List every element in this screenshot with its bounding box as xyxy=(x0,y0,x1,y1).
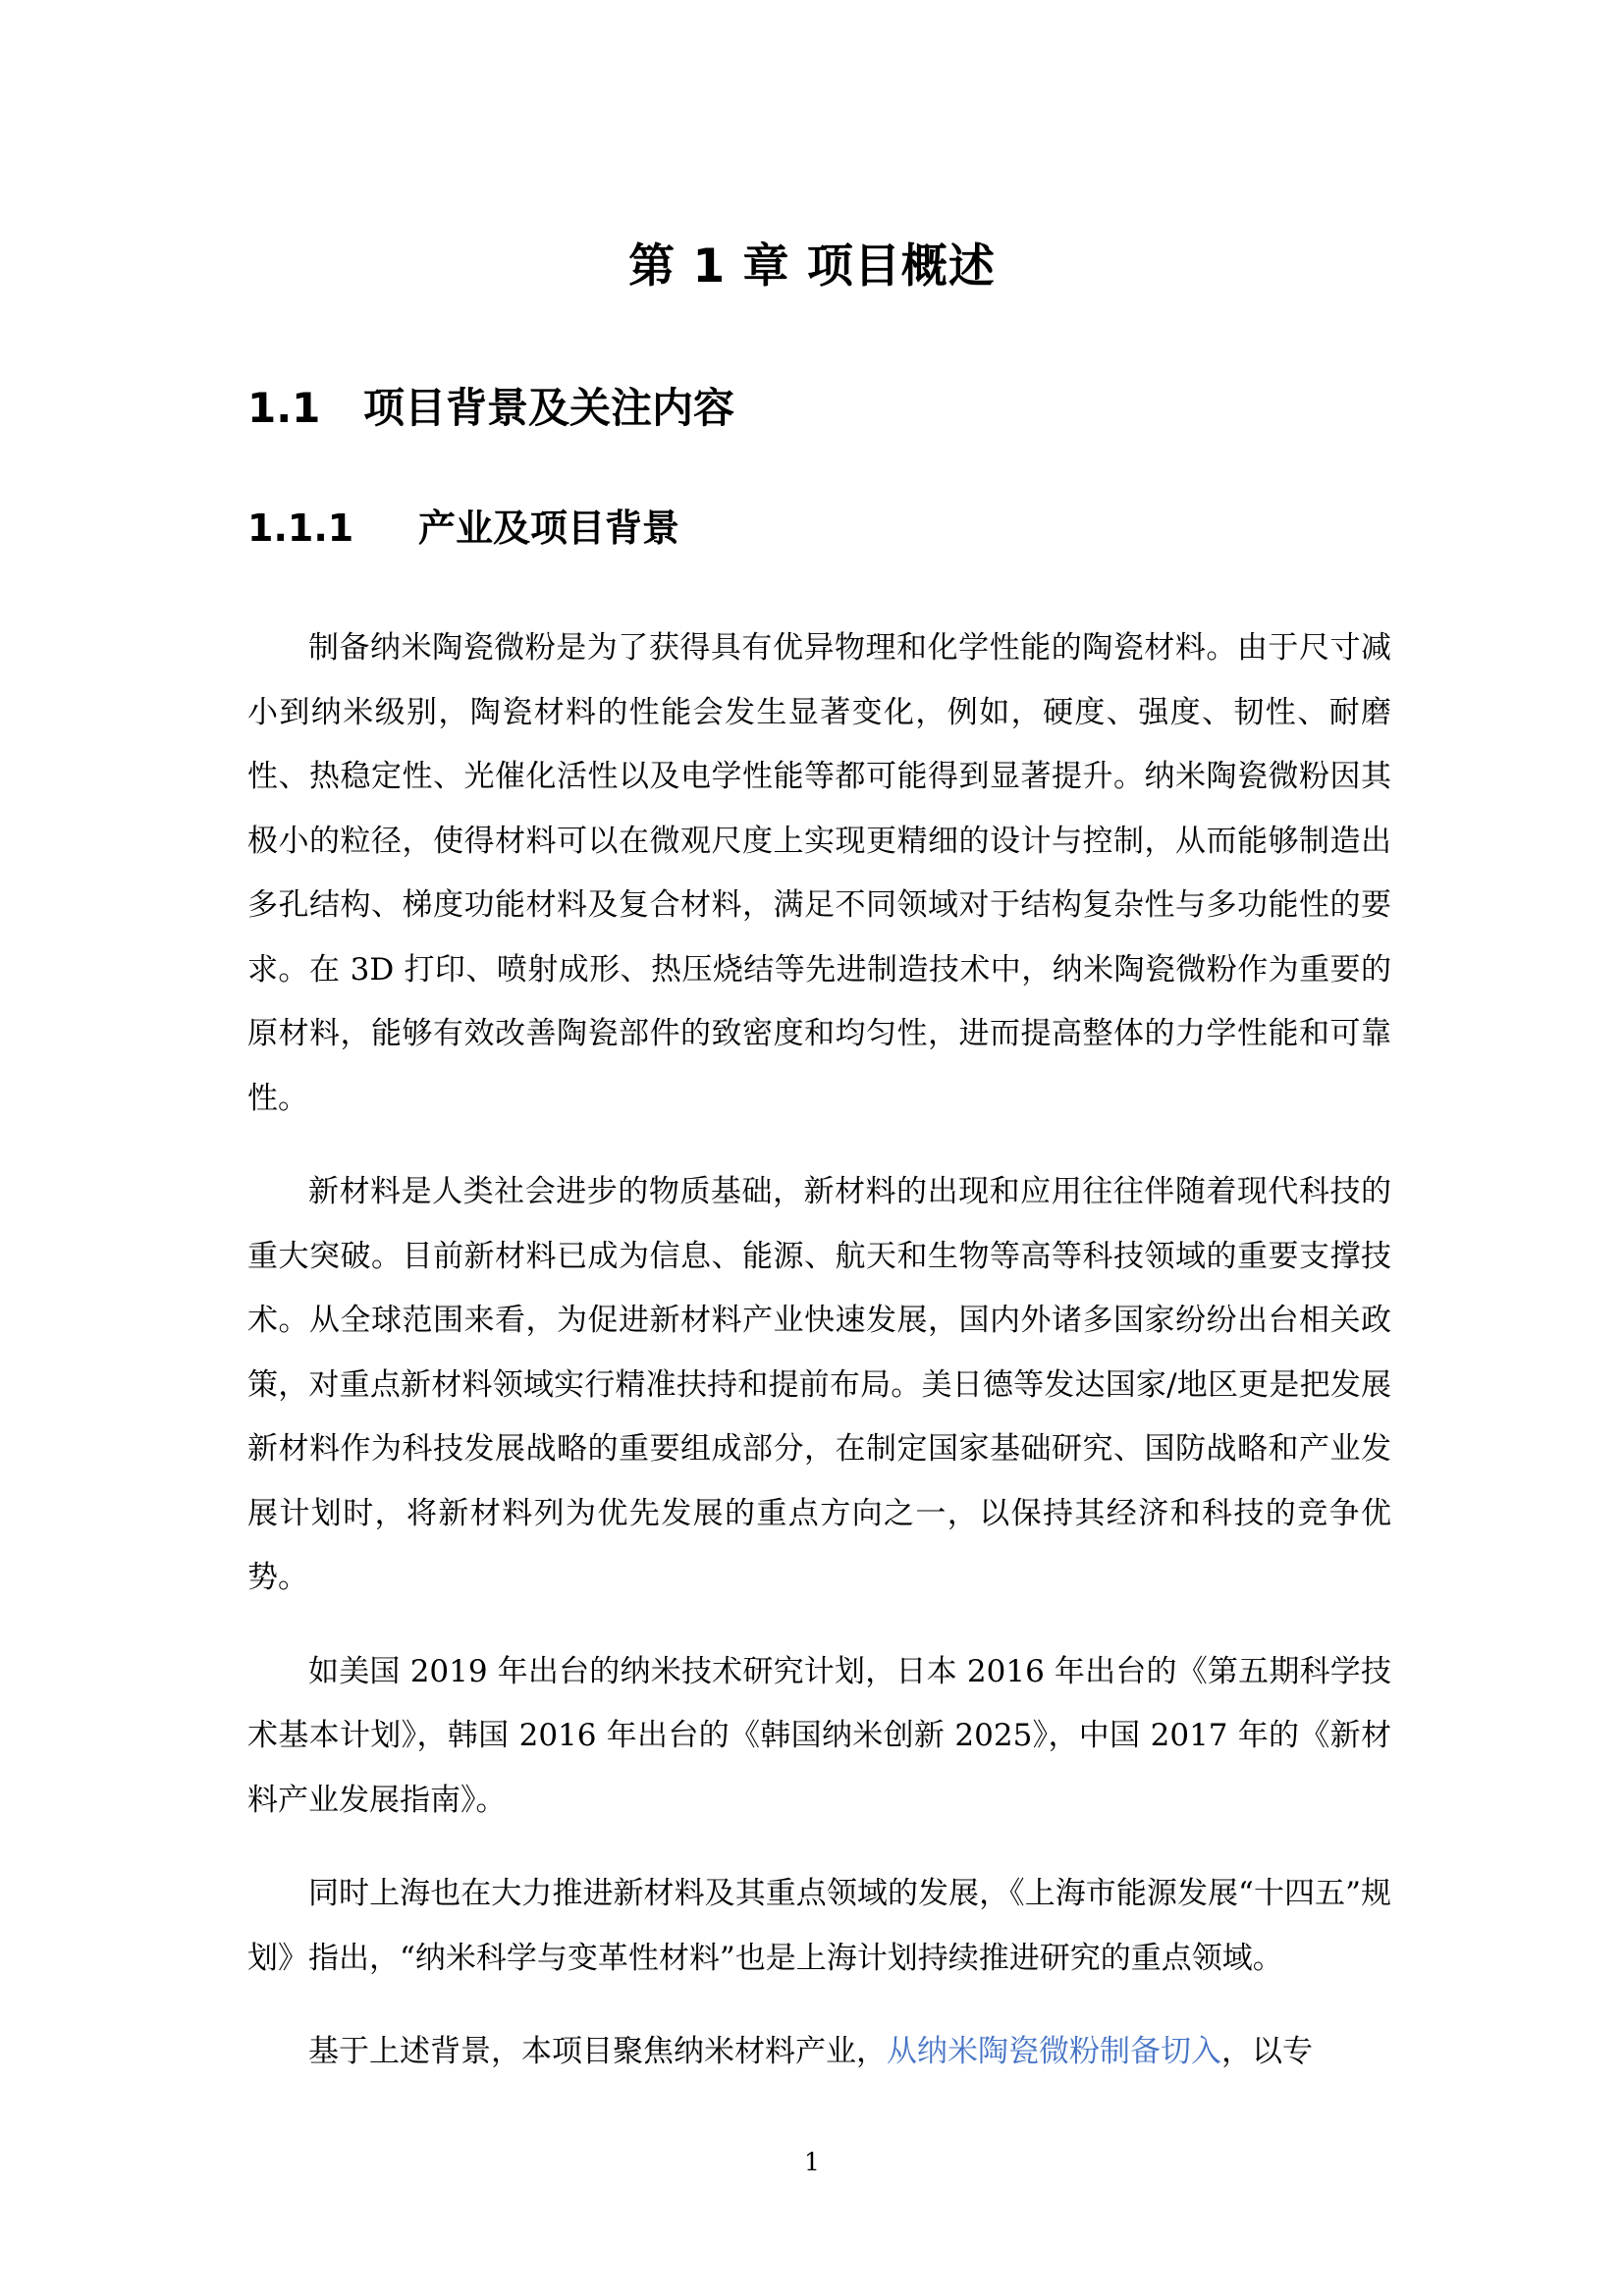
paragraph-nano-ceramic-powder: 制备纳米陶瓷微粉是为了获得具有优异物理和化学性能的陶瓷材料。由于尺寸减小到纳米级别，陶瓷材料的性能会发生显著变化，例如，硬度、强度、韧性、耐磨性、热稳定性、光催化活性以及电学性能等都可能得到显著提升。纳米陶瓷微粉因其极小的粒径，使得材料可以在微观尺度上实现更精细的设计与控制，从而能够制造出多孔结构、梯度功能材料及复合材料，满足不同领域对于结构复杂性与多功能性的要求。在 3D 打印、喷射成形、热压烧结等先进制造技术中，纳米陶瓷微粉作为重要的原材料，能够有效改善陶瓷部件的致密度和均匀性，进而提高整体的力学性能和可靠性。 xyxy=(247,630,1391,1116)
subsection-heading xyxy=(247,501,679,556)
paragraph-project-focus-end: ，以专 xyxy=(1221,2034,1313,2069)
paragraph-project-focus-start: 基于上述背景，本项目聚焦纳米材料产业， xyxy=(308,2034,887,2069)
paragraph-new-materials: 新材料是人类社会进步的物质基础，新材料的出现和应用往往伴随着现代科技的重大突破。目前新材料已成为信息、能源、航天和生物等高等科技领域的重要支撑技术。从全球范围来看，为促进新材料产业快速发展，国内外诸多国家纷纷出台相关政策，对重点新材料领域实行精准扶持和提前布局。美日德等发达国家/地区更是把发展新材料作为科技发展战略的重要组成部分，在制定国家基础研究、国防战略和产业发展计划时，将新材料列为优先发展的重点方向之一，以保持其经济和科技的竞争优势。 xyxy=(247,1174,1391,1595)
body-text xyxy=(247,616,1391,2114)
chapter-title: 第 1 章 项目概述 xyxy=(628,240,996,294)
section-title: 项目背景及关注内容 xyxy=(363,384,735,432)
paragraph-project-focus xyxy=(247,2020,1391,2085)
section-heading xyxy=(247,379,734,438)
subsection-title: 产业及项目背景 xyxy=(418,507,680,550)
subsection-number: 1.1.1 xyxy=(247,507,354,550)
section-number: 1.1 xyxy=(247,384,321,432)
paragraph-shanghai: 同时上海也在大力推进新材料及其重点领域的发展，《上海市能源发展“十四五”规划》指出，“纳米科学与变革性材料”也是上海计划持续推进研究的重点领域。 xyxy=(247,1876,1391,1976)
highlighted-text: 从纳米陶瓷微粉制备切入 xyxy=(887,2034,1221,2069)
page-number: 1 xyxy=(804,2148,820,2176)
paragraph-policies: 如美国 2019 年出台的纳米技术研究计划，日本 2016 年出台的《第五期科学技术基本计划》，韩国 2016 年出台的《韩国纳米创新 2025》，中国 2017 年的《新材料产业发展指南》。 xyxy=(247,1653,1391,1818)
